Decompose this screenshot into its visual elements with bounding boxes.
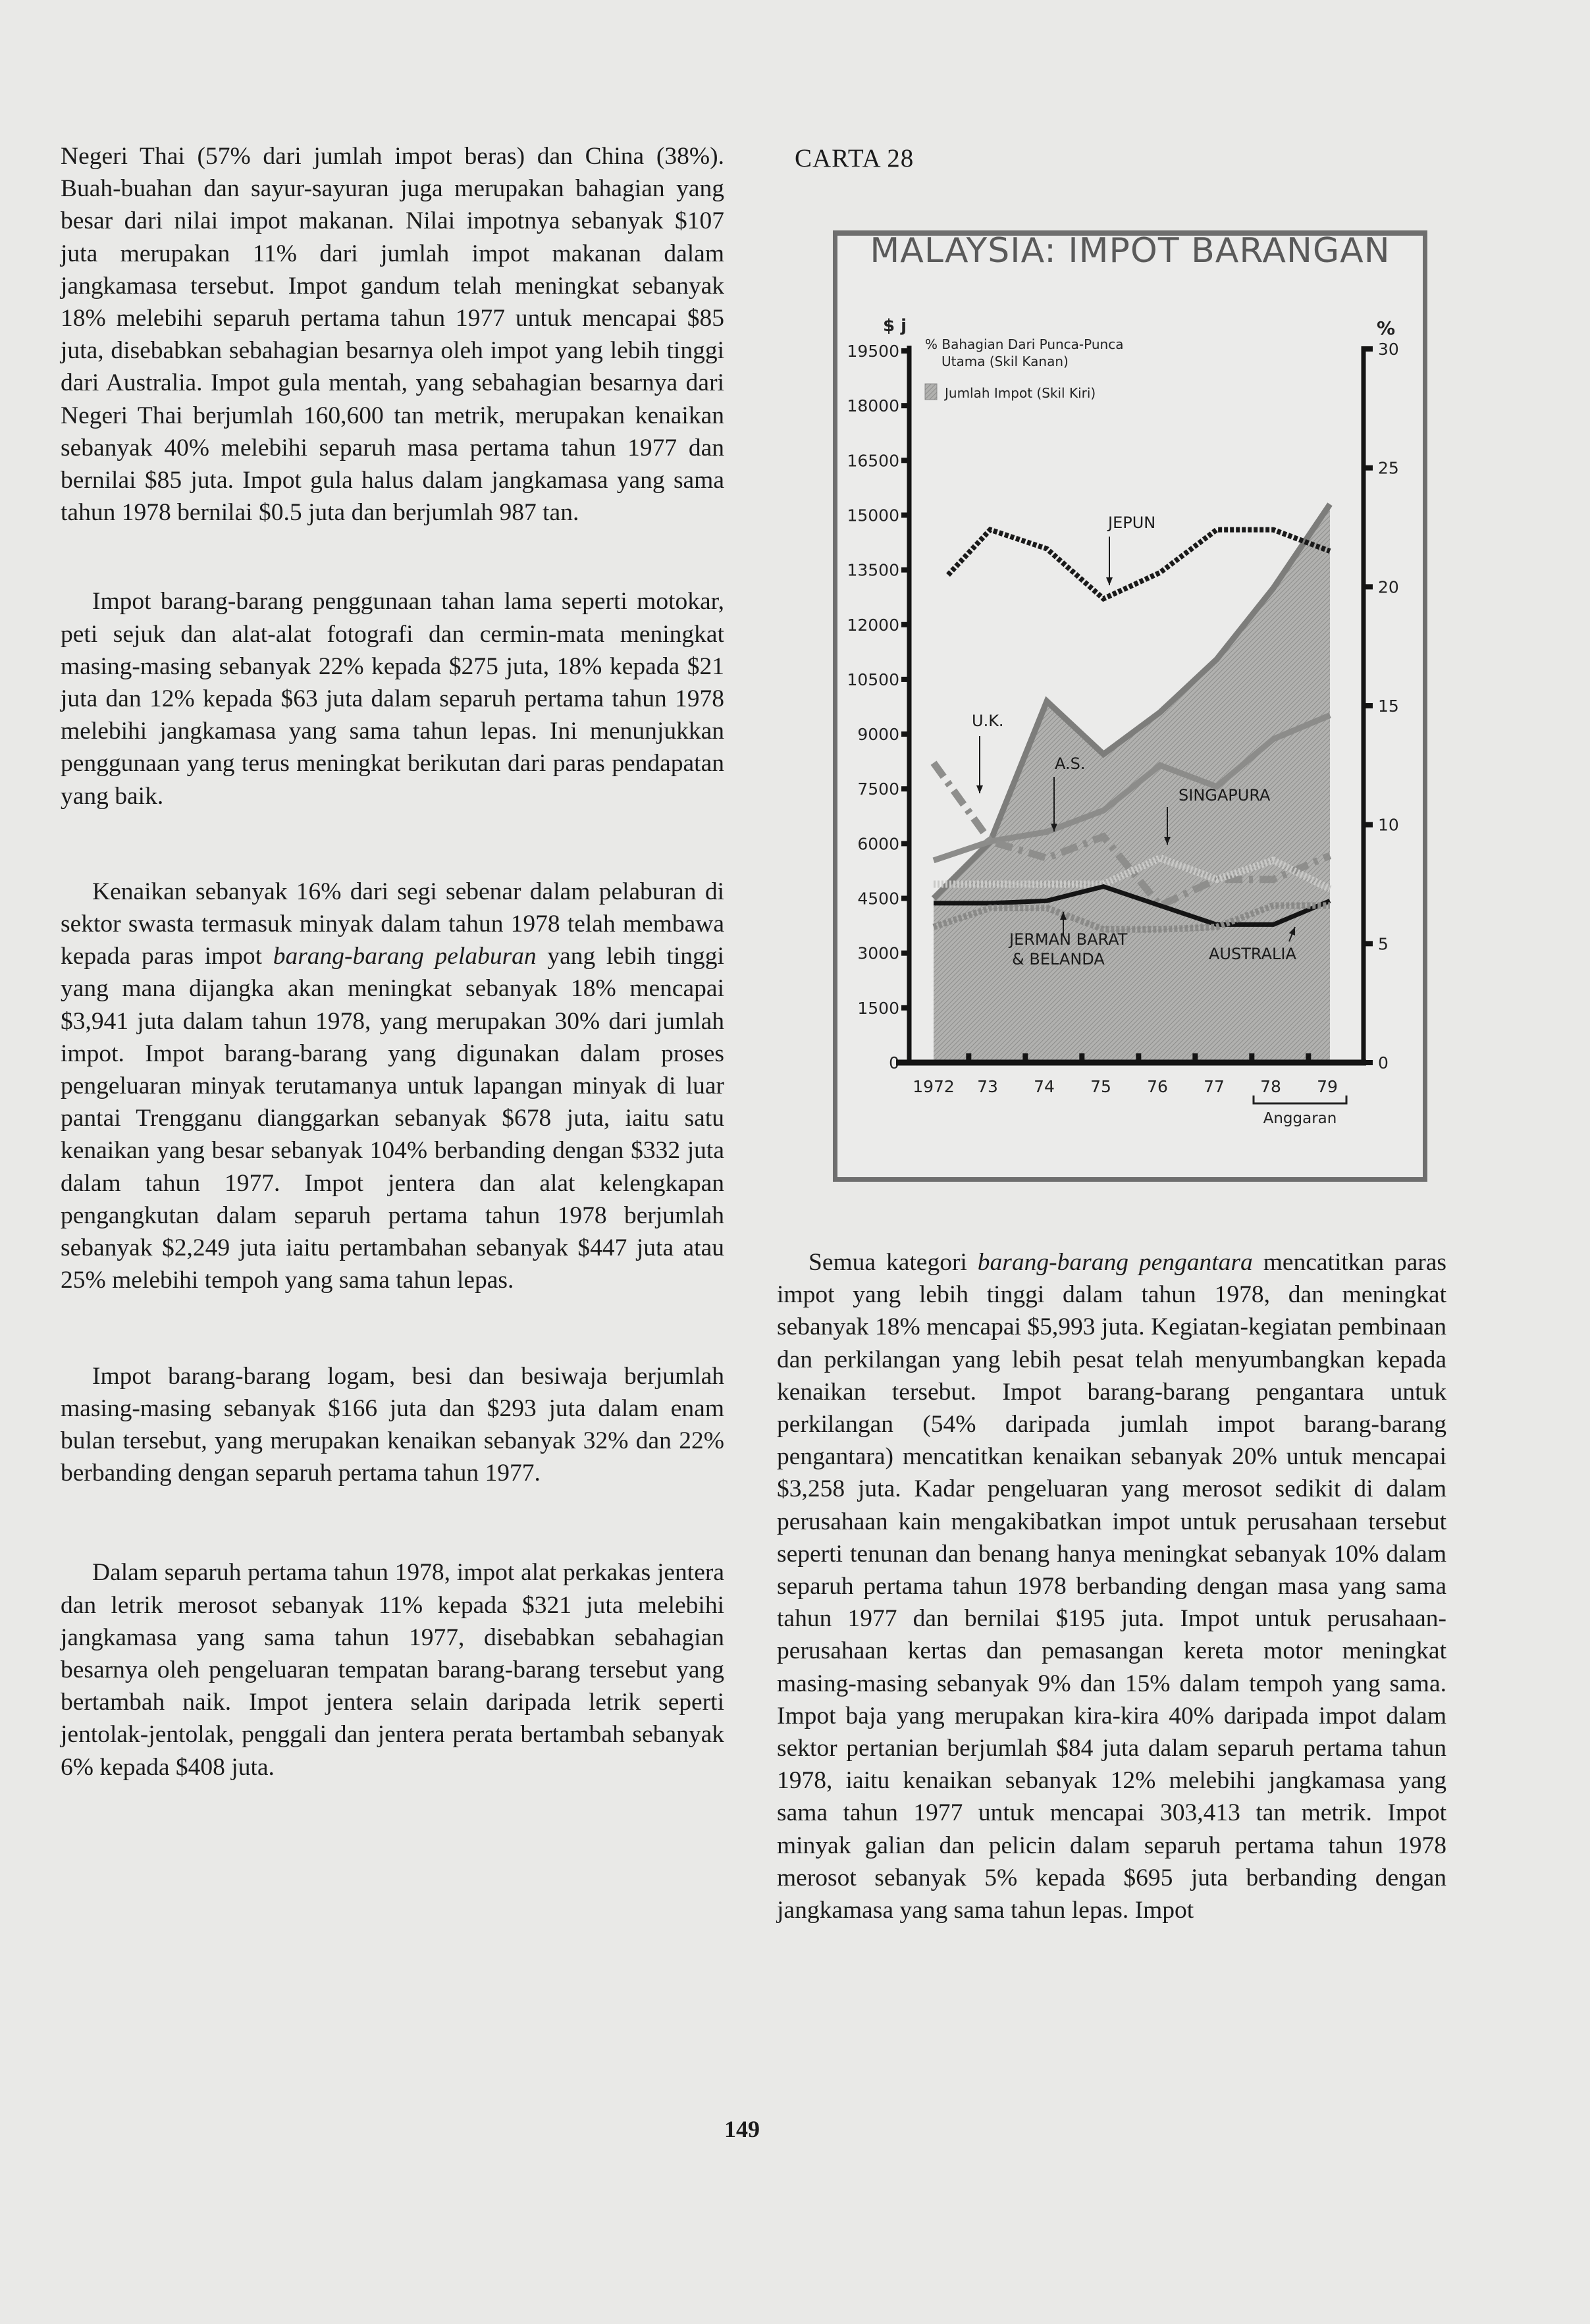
text-run: mencatitkan paras impot yang lebih tinggi dalam tahun 1978, dan meningkat sebanyak 18% mencapai $5,993 juta. Kegiatan-kegiatan pembinaan dan perkilangan yang lebih pesat telah menyumbangkan kepada kenaikan tersebut. Impot barang-barang pengantara untuk perkilangan (54% daripada jumlah impot barang-barang pengantara) mencatitkan kenaikan sebanyak 20% untuk mencapai $3,258 juta. Kadar pengeluaran yang merosot sedikit di dalam perusahaan kain mengakibatkan impot untuk perusahaan tersebut seperti tenunan dan benang hanya meningkat sebanyak 10% dalam separuh pertama tahun 1978 berbanding dengan masa yang sama tahun 1977 dan bernilai $195 juta. Impot untuk perusahaan-perusahaan kertas dan pemasangan kereta motor meningkat masing-masing sebanyak 9% dan 15% dalam tempoh yang sama. Impot baja yang merupakan kira-kira 40% daripada impot dalam sektor pertanian berjumlah $84 juta dalam separuh pertama tahun 1978, iaitu kenaikan sebanyak 12% melebihi jangkamasa yang sama tahun 1977 untuk mencapai 303,413 tan metrik. Impot minyak galian dan pelicin dalam separuh pertama tahun 1978 merosot sebanyak 5% kepada $695 juta berbanding dengan jangkamasa yang sama tahun lepas. Impot <box>777 1249 1446 1924</box>
x-axis-tick-label: 78 <box>1260 1077 1281 1096</box>
left-axis-tick-label: 0 <box>889 1053 899 1072</box>
annotation-arrowhead <box>1106 577 1113 585</box>
annotation-label: AUSTRALIA <box>1209 945 1296 963</box>
left-axis-tick-label: 16500 <box>847 451 899 471</box>
chart-title: MALAYSIA: IMPOT BARANGAN <box>870 231 1391 271</box>
paragraph-gap <box>61 812 724 876</box>
page-number: 149 <box>724 2116 760 2142</box>
annotation-arrowhead <box>976 785 983 793</box>
x-axis-tick-label: 73 <box>977 1077 998 1096</box>
right-axis-tick-label: 15 <box>1378 697 1399 716</box>
chart <box>777 230 1435 1192</box>
text-run: Semua kategori <box>808 1249 978 1276</box>
paragraph <box>61 1556 724 1783</box>
x-axis-tick-label: 79 <box>1317 1077 1338 1096</box>
left-axis-unit: $ j <box>883 316 907 336</box>
left-axis-tick-label: 1500 <box>857 998 899 1018</box>
paragraph <box>61 585 724 812</box>
x-axis-tick-label: 76 <box>1147 1077 1168 1096</box>
text-run: Kenaikan sebanyak 16% dari segi sebenar dalam pelaburan di sektor swasta termasuk minyak dalam tahun 1978 telah membawa kepada paras impot <box>61 878 724 970</box>
x-axis-tick-label: 74 <box>1034 1077 1055 1096</box>
paragraph <box>61 1360 724 1490</box>
text-run: yang lebih tinggi yang mana dijangka akan meningkat sebanyak 18% mencapai $3,941 juta dalam tahun 1978, yang merupakan 30% dari jumlah impot. Impot barang-barang yang digunakan dalam proses pengeluaran minyak terutamanya untuk lapangan minyak di luar pantai Trengganu dianggarkan sebanyak $678 juta, iaitu satu kenaikan yang besar sebanyak 104% berbanding dengan $332 juta dalam tahun 1977. Impot jentera dan alat kelengkapan pengangkutan dalam separuh pertama tahun 1978 berjumlah sebanyak $2,249 juta iaitu pertambahan sebanyak $447 juta atau 25% melebihi tempoh yang sama tahun lepas. <box>61 943 724 1294</box>
paragraph <box>61 140 724 529</box>
italic-term: barang-barang pelaburan <box>273 943 537 970</box>
x-axis-tick-label: 75 <box>1090 1077 1111 1096</box>
left-axis-tick-label: 10500 <box>847 670 899 689</box>
right-axis-tick-label: 0 <box>1378 1053 1389 1072</box>
left-axis-tick-label: 3000 <box>857 943 899 963</box>
annotation-label: A.S. <box>1055 754 1086 773</box>
text-run: Dalam separuh pertama tahun 1978, impot alat perkakas jentera dan letrik merosot sebanyak 11% kepada $321 juta melebihi jangkamasa yang sama tahun 1977, disebabkan sebahagian besarnya oleh pengeluaran tempatan barang-barang tersebut yang bertambah naik. Impot jentera selain daripada letrik seperti jentolak-jentolak, penggali dan jentera perata bertambah sebanyak 6% kepada $408 juta. <box>61 1559 724 1781</box>
left-axis-tick-label: 6000 <box>857 834 899 854</box>
left-axis-tick-label: 15000 <box>847 506 899 525</box>
legend-swatch-area <box>925 384 937 400</box>
x-axis-tick-label: 77 <box>1204 1077 1225 1096</box>
right-axis-tick-label: 30 <box>1378 340 1399 359</box>
left-axis-tick-label: 7500 <box>857 779 899 799</box>
paragraph <box>61 876 724 1297</box>
left-axis-tick-label: 19500 <box>847 342 899 361</box>
right-axis-unit: % <box>1377 317 1396 339</box>
annotation-label: SINGAPURA <box>1179 786 1271 805</box>
right-axis-tick-label: 25 <box>1378 458 1399 478</box>
left-axis-tick-label: 12000 <box>847 615 899 635</box>
legend-label-percent-line-1: % Bahagian Dari Punca-Punca <box>925 336 1124 352</box>
paragraph-gap <box>61 1489 724 1556</box>
paragraph <box>777 1246 1446 1926</box>
right-column <box>777 1246 1446 1926</box>
left-axis-tick-label: 13500 <box>847 560 899 580</box>
left-column <box>61 140 724 1783</box>
annotation-label: & BELANDA <box>1012 950 1105 968</box>
left-axis-tick-label: 18000 <box>847 396 899 416</box>
estimate-bracket <box>1254 1096 1346 1103</box>
legend-label-area: Jumlah Impot (Skil Kiri) <box>945 385 1096 401</box>
right-axis-tick-label: 20 <box>1378 577 1399 597</box>
text-run: Impot barang-barang logam, besi dan besiwaja berjumlah masing-masing sebanyak $166 juta dan $293 juta dalam enam bulan tersebut, yang merupakan kenaikan sebanyak 32% dan 22% berbanding dengan separuh pertama tahun 1977. <box>61 1362 724 1487</box>
text-run: Impot barang-barang penggunaan tahan lama seperti motokar, peti sejuk dan alat-alat fotografi dan cermin-mata meningkat masing-masing sebanyak 22% kepada $275 juta, 18% kepada $21 juta dan 12% kepada $63 juta dalam separuh pertama tahun 1978 melebihi jangkamasa yang sama tahun lepas. Ini menunjukkan penggunaan yang terus meningkat berikutan dari paras pendapatan yang baik. <box>61 588 724 810</box>
legend-label-percent-line-2: Utama (Skil Kanan) <box>941 354 1069 369</box>
right-axis-tick-label: 10 <box>1378 815 1399 835</box>
estimate-label: Anggaran <box>1263 1110 1337 1127</box>
right-axis-tick-label: 5 <box>1378 934 1389 954</box>
x-axis-tick-label: 1972 <box>913 1077 955 1096</box>
paragraph-gap <box>61 529 724 585</box>
text-run: Negeri Thai (57% dari jumlah impot beras) dan China (38%). Buah-buahan dan sayur-sayuran juga merupakan bahagian yang besar dari nilai impot makanan. Nilai impotnya sebanyak $107 juta merupakan 11% dari jumlah impot makanan dalam jangkamasa tersebut. Impot gandum telah meningkat sebanyak 18% melebihi separuh pertama tahun 1977 untuk mencapai $85 juta, disebabkan sebahagian besarnya oleh impot yang lebih tinggi dari Australia. Impot gula mentah, yang sebahagian besarnya dari Negeri Thai berjumlah 160,600 tan metrik, merupakan kenaikan sebanyak 40% melebihi separuh masa pertama tahun 1977 dan bernilai $85 juta. Impot gula halus dalam jangkamasa yang sama tahun 1978 bernilai $0.5 juta dan berjumlah 987 tan. <box>61 143 724 527</box>
annotation-label: U.K. <box>972 712 1004 730</box>
annotation-label: JERMAN BARAT <box>1009 930 1128 949</box>
left-axis-tick-label: 4500 <box>857 889 899 909</box>
annotation-label: JEPUN <box>1108 514 1156 532</box>
left-axis-tick-label: 9000 <box>857 725 899 745</box>
chart-caption: CARTA 28 <box>795 144 914 172</box>
italic-term: barang-barang pengantara <box>977 1249 1253 1276</box>
paragraph-gap <box>61 1297 724 1360</box>
